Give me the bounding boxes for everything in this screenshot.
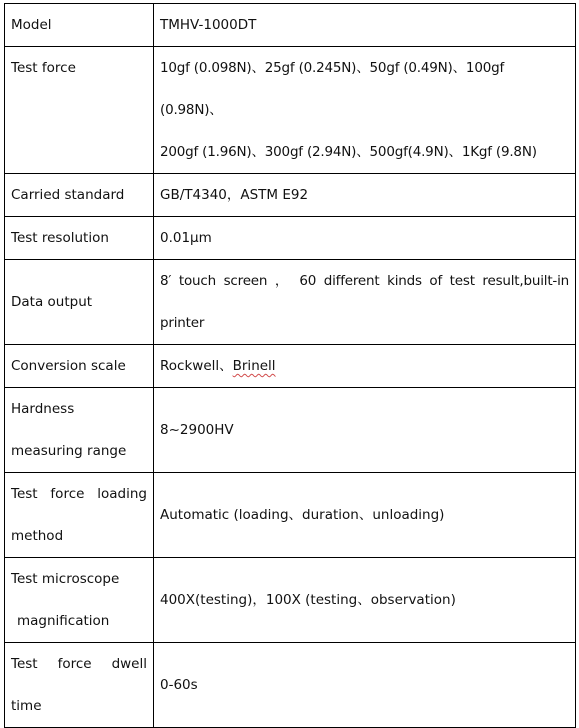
magnification-label-line-1: Test microscope: [11, 571, 120, 587]
test-force-values-line-1: 10gf (0.098N)、25gf (0.245N)、50gf (0.49N)、100gf (0.98N)、: [160, 60, 505, 118]
data-output-line-1: 8′ touch screen ， 60 different kinds of test result,built-in: [160, 273, 569, 289]
row-label-test-force: Test force: [5, 47, 154, 174]
table-row: [5, 473, 576, 558]
table-row: [5, 217, 576, 260]
row-value-dwell-time: 0-60s: [154, 643, 576, 728]
specification-table: [4, 3, 576, 728]
row-label-data-output: Data output: [5, 260, 154, 345]
row-value-data-output: [154, 260, 576, 345]
row-value-carried-standard: GB/T4340，ASTM E92: [154, 174, 576, 217]
table-row: [5, 643, 576, 728]
row-label-hardness-range: [5, 388, 154, 473]
table-row: [5, 4, 576, 47]
row-label-dwell-time: [5, 643, 154, 728]
table-row: [5, 345, 576, 388]
loading-method-label-line-2: method: [11, 528, 64, 544]
dwell-time-label-line-2: time: [11, 698, 42, 714]
table-row: [5, 260, 576, 345]
row-label-model: Model: [5, 4, 154, 47]
table-row: [5, 388, 576, 473]
conversion-scale-rockwell: Rockwell、: [160, 358, 233, 374]
row-value-magnification: 400X(testing)，100X (testing、observation): [154, 558, 576, 643]
test-force-values-line-2: 200gf (1.96N)、300gf (2.94N)、500gf(4.9N)、1Kgf (9.8N): [160, 144, 537, 160]
row-value-model: TMHV-1000DT: [154, 4, 576, 47]
row-label-carried-standard: Carried standard: [5, 174, 154, 217]
loading-method-label-line-1: Test force loading: [11, 486, 147, 502]
data-output-line-2: printer: [160, 315, 205, 331]
magnification-label-line-2: magnification: [17, 613, 110, 629]
row-label-loading-method: [5, 473, 154, 558]
row-value-test-force: [154, 47, 576, 174]
row-value-test-resolution: 0.01μm: [154, 217, 576, 260]
dwell-time-label-line-1: Test force dwell: [11, 656, 147, 672]
row-label-conversion-scale: Conversion scale: [5, 345, 154, 388]
hardness-label-line-2: measuring range: [11, 443, 127, 459]
row-label-magnification: [5, 558, 154, 643]
conversion-scale-brinell-spellcheck: Brinell: [232, 358, 276, 374]
table-row: [5, 558, 576, 643]
row-label-test-resolution: Test resolution: [5, 217, 154, 260]
row-value-loading-method: Automatic (loading、duration、unloading): [154, 473, 576, 558]
row-value-conversion-scale: [154, 345, 576, 388]
row-value-hardness-range: 8~2900HV: [154, 388, 576, 473]
table-row: [5, 47, 576, 174]
hardness-label-line-1: Hardness: [11, 401, 75, 417]
table-row: [5, 174, 576, 217]
